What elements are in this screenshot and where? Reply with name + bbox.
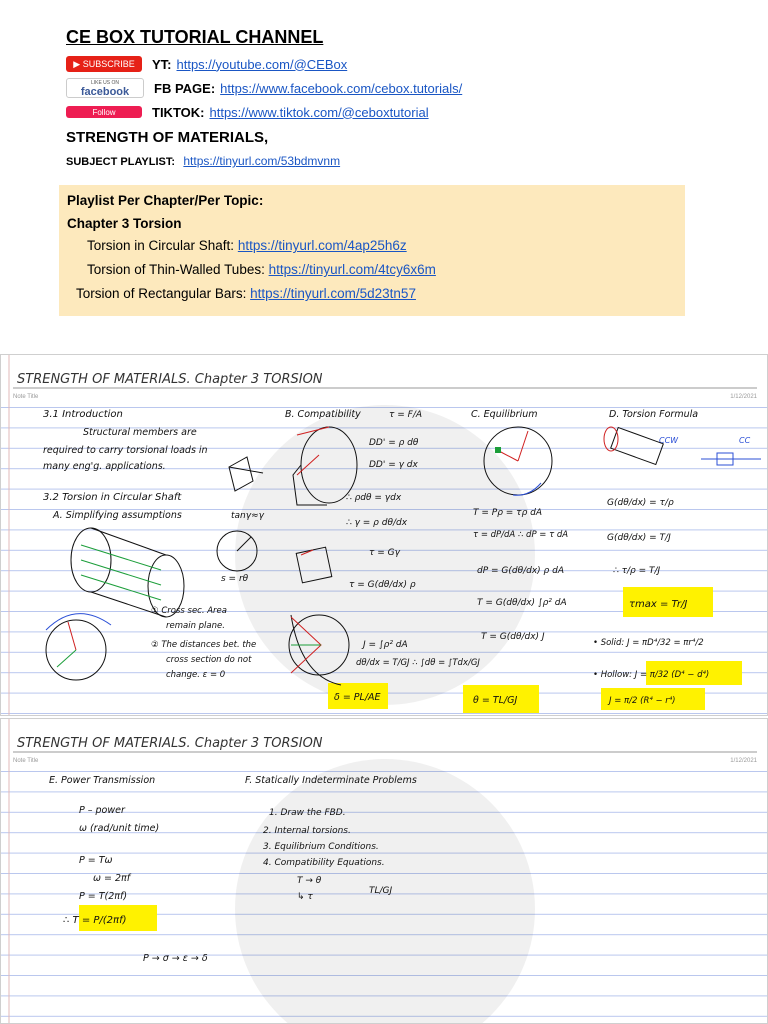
tau-def: τ = F/A <box>389 410 423 420</box>
indeterminate-heading: F. Statically Indeterminate Problems <box>245 775 417 786</box>
follow-badge[interactable]: Follow <box>66 106 142 118</box>
note-date: 1/12/2021 <box>730 758 757 764</box>
assumption-1: ① Cross sec. Area <box>151 606 227 616</box>
ccw-label: CCW <box>659 436 679 445</box>
note-page-1 <box>0 354 768 716</box>
note-title: STRENGTH OF MATERIALS. Chapter 3 TORSION <box>17 372 323 387</box>
equil-eq-5: T = G(dθ/dx) J <box>481 632 545 642</box>
youtube-link[interactable]: https://youtube.com/@CEBox <box>176 56 348 72</box>
subject-title: STRENGTH OF MATERIALS, <box>66 129 269 146</box>
assumption-1b: remain plane. <box>166 621 225 631</box>
note-title: STRENGTH OF MATERIALS. Chapter 3 TORSION <box>17 736 323 751</box>
subscribe-badge[interactable]: ▶ SUBSCRIBE <box>66 56 142 72</box>
cc-label: CC <box>739 436 751 445</box>
formula-heading: D. Torsion Formula <box>609 409 699 420</box>
tiktok-link[interactable]: https://www.tiktok.com/@ceboxtutorial <box>209 104 429 120</box>
note-page-2 <box>0 718 768 1024</box>
dd-eq-1: DD' = ρ dθ <box>369 438 419 448</box>
channel-header <box>66 26 706 168</box>
playlist-box <box>59 185 685 316</box>
compat-heading: B. Compatibility <box>285 409 361 420</box>
stress-map: ↳ τ <box>297 892 313 902</box>
assumption-2b: cross section do not <box>166 655 252 665</box>
compat-eq-2: ∴ γ = ρ dθ/dx <box>346 518 408 528</box>
intro-line: required to carry torsional loads in <box>43 445 208 456</box>
intro-line: Structural members are <box>83 427 197 438</box>
indeterminate-step: 3. Equilibrium Conditions. <box>263 842 379 852</box>
facebook-badge[interactable]: LIKE US ON facebook <box>66 78 144 98</box>
dd-eq-2: DD' = γ dx <box>369 460 418 470</box>
facebook-link[interactable]: https://www.facebook.com/cebox.tutorials/ <box>220 80 463 96</box>
playlist-label: SUBJECT PLAYLIST: <box>66 156 176 168</box>
power-eq-2: ω = 2πf <box>93 873 131 884</box>
equil-eq-2: τ = dP/dA ∴ dP = τ dA <box>473 530 569 540</box>
tiktok-row <box>66 100 706 124</box>
youtube-row <box>66 52 706 76</box>
yt-label: YT: <box>152 56 172 72</box>
assumption-2: ② The distances bet. the <box>151 640 257 650</box>
facebook-row <box>66 76 706 100</box>
power-eq-1: P = Tω <box>79 855 113 866</box>
formula-3: ∴ τ/ρ = T/J <box>613 566 661 576</box>
playlist-item: Torsion of Thin-Walled Tubes: https://tinyurl.com/4tcy6x6m <box>87 262 436 277</box>
formula-2: G(dθ/dx) = T/J <box>607 533 671 543</box>
compat-eq-4: τ = G(dθ/dx) ρ <box>349 580 416 590</box>
rectangular-bars-link[interactable]: https://tinyurl.com/5d23tn57 <box>250 286 416 301</box>
thin-walled-link[interactable]: https://tinyurl.com/4tcy6x6m <box>268 262 436 277</box>
section-torsion-circular: 3.2 Torsion in Circular Shaft <box>43 492 182 503</box>
intro-heading: 3.1 Introduction <box>43 409 123 420</box>
tiktok-label: TIKTOK: <box>152 104 205 120</box>
playlist-item: Torsion in Circular Shaft: https://tinyurl.com/4ap25h6z <box>87 238 407 253</box>
formula-1: G(dθ/dx) = τ/ρ <box>607 498 674 508</box>
polar-inertia: J = ∫ρ² dA <box>363 640 408 650</box>
hooke-shear: τ = Gγ <box>369 548 400 558</box>
circular-shaft-link[interactable]: https://tinyurl.com/4ap25h6z <box>237 238 407 253</box>
power-eq-3: P = T(2πf) <box>79 891 128 902</box>
axial-deformation: δ = PL/AE <box>334 692 381 703</box>
twist-map: T → θ <box>297 876 322 886</box>
arc-eq: s = rθ <box>221 574 249 584</box>
equil-eq-3: dP = G(dθ/dx) ρ dA <box>477 566 564 576</box>
torque-from-power: ∴ T = P/(2πf) <box>63 915 127 926</box>
indeterminate-step: 4. Compatibility Equations. <box>263 858 385 868</box>
hollow-polar-inertia-2: J = π/2 (R⁴ − r⁴) <box>609 696 676 706</box>
solid-polar-inertia: • Solid: J = πD⁴/32 = πr⁴/2 <box>593 638 704 648</box>
max-shear-formula: τmax = Tr/J <box>629 599 688 610</box>
tl-gj: TL/GJ <box>369 886 393 896</box>
channel-title: CE BOX TUTORIAL CHANNEL <box>66 27 324 47</box>
playlist-item: Torsion of Rectangular Bars: https://tinyurl.com/5d23tn57 <box>76 286 416 301</box>
note-title-caption: Note Title <box>13 394 39 400</box>
subject-playlist-link[interactable]: https://tinyurl.com/53bdmvnm <box>183 154 341 168</box>
compat-eq-1: ∴ ρdθ = γdx <box>346 493 402 503</box>
equil-eq-1: T = Pρ = τρ dA <box>473 508 543 518</box>
playlist-heading: Playlist Per Chapter/Per Topic: <box>67 193 264 208</box>
hollow-polar-inertia: • Hollow: J = π/32 (D⁴ − d⁴) <box>593 670 710 680</box>
note-date: 1/12/2021 <box>730 394 757 400</box>
power-def: P – power <box>79 805 125 816</box>
angle-integral: dθ/dx = T/GJ ∴ ∫dθ = ∫Tdx/GJ <box>356 658 480 668</box>
subject-playlist-row <box>66 154 706 168</box>
fb-label: FB PAGE: <box>154 80 216 96</box>
indeterminate-step: 2. Internal torsions. <box>263 826 351 836</box>
angle-of-twist: θ = TL/GJ <box>473 695 518 706</box>
assumptions-heading: A. Simplifying assumptions <box>53 510 182 521</box>
indeterminate-step: 1. Draw the FBD. <box>269 808 346 818</box>
equil-eq-4: T = G(dθ/dx) ∫ρ² dA <box>477 598 567 608</box>
omega-def: ω (rad/unit time) <box>79 823 160 834</box>
tan-approx: tanγ≈γ <box>231 511 264 521</box>
chapter-heading: Chapter 3 Torsion <box>67 216 182 231</box>
deformation-chain: P → σ → ε → δ <box>143 953 208 964</box>
equil-heading: C. Equilibrium <box>471 409 538 420</box>
note-title-caption: Note Title <box>13 758 39 764</box>
power-heading: E. Power Transmission <box>49 775 156 786</box>
assumption-2c: change. ε = 0 <box>166 670 226 680</box>
intro-line: many eng'g. applications. <box>43 461 166 472</box>
